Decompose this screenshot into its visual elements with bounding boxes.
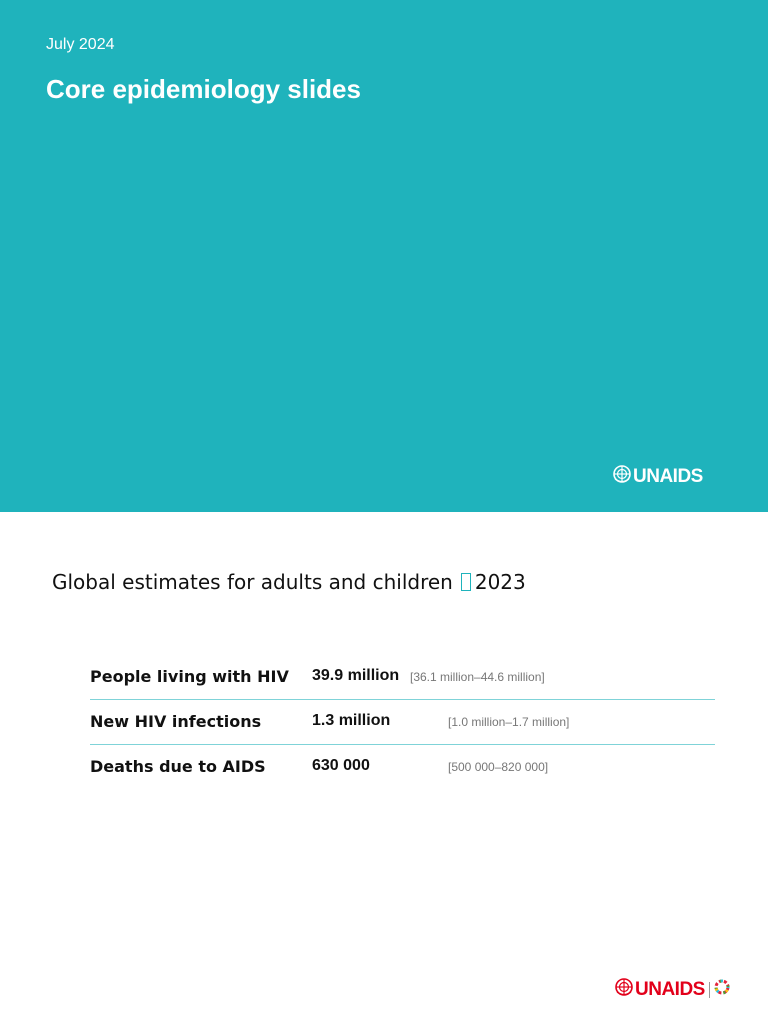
table-row xyxy=(90,655,715,700)
un-emblem-icon xyxy=(612,464,632,489)
row-range: [1.0 million–1.7 million] xyxy=(448,715,570,729)
estimates-heading-prefix: Global estimates for adults and children xyxy=(52,570,453,594)
row-value: 1.3 million xyxy=(312,712,391,729)
footer-unaids-logo xyxy=(614,977,730,1002)
cover-logo-text: UNAIDS xyxy=(633,465,703,487)
row-value: 39.9 million xyxy=(312,667,400,684)
estimates-table xyxy=(90,655,715,789)
cover-title: Core epidemiology slides xyxy=(46,74,361,104)
logo-divider xyxy=(709,982,710,998)
cover-date: July 2024 xyxy=(46,36,115,53)
table-row xyxy=(90,745,715,789)
row-label: New HIV infections xyxy=(90,712,262,731)
row-label: Deaths due to AIDS xyxy=(90,757,266,776)
estimates-heading-year: 2023 xyxy=(474,570,526,594)
row-range: [36.1 million–44.6 million] xyxy=(410,670,545,684)
table-row xyxy=(90,700,715,745)
missing-glyph-icon xyxy=(461,573,471,591)
row-value: 630 000 xyxy=(312,757,370,774)
footer-logo-text: UNAIDS xyxy=(635,978,705,1000)
cover-unaids-logo xyxy=(612,464,703,489)
sdg-wheel-icon xyxy=(714,979,730,1000)
estimates-slide xyxy=(0,512,768,1024)
row-range: [500 000–820 000] xyxy=(448,760,549,774)
un-emblem-icon xyxy=(614,977,634,1002)
row-label: People living with HIV xyxy=(90,667,289,686)
estimates-heading xyxy=(52,569,526,595)
